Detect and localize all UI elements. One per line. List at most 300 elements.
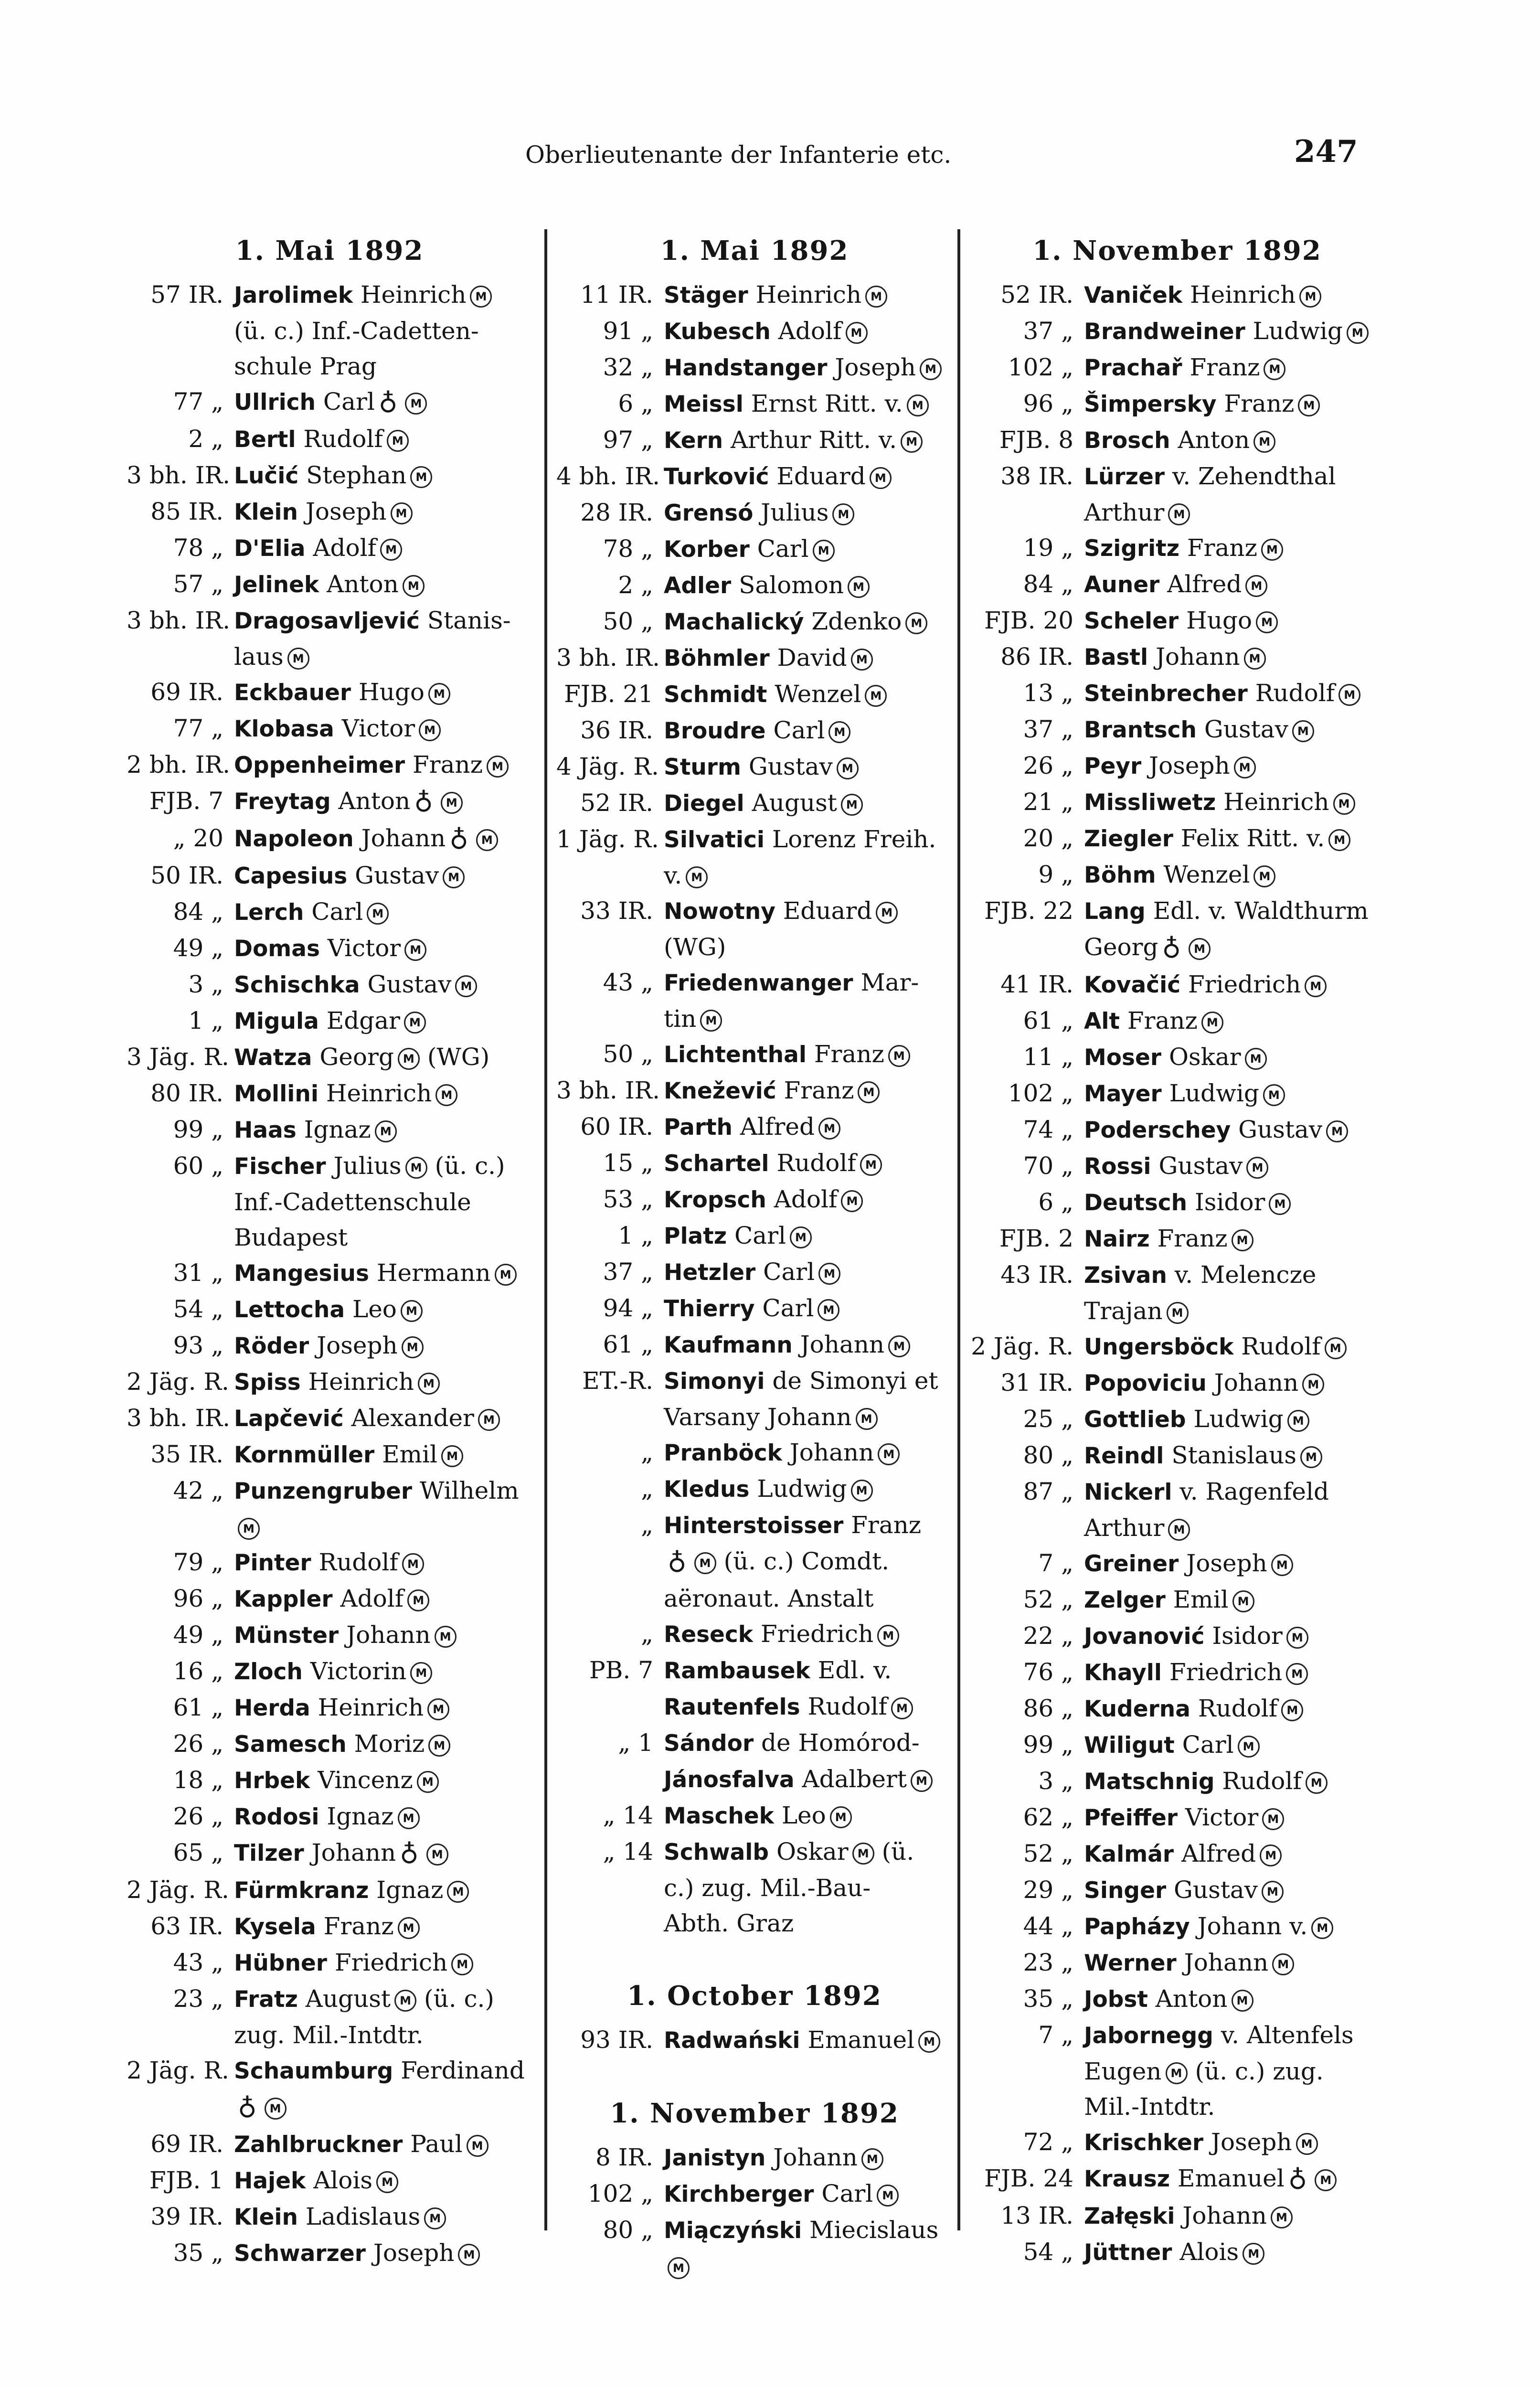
entry-line — [1084, 1981, 1387, 2017]
entry-rest: Joseph — [1149, 752, 1230, 779]
medal-m-icon: M — [1325, 1337, 1347, 1359]
entry-line — [664, 1689, 953, 1725]
surname: Thierry — [664, 1296, 755, 1322]
roster-entry — [967, 2124, 1387, 2161]
entry-text — [234, 711, 532, 747]
roster-entry — [967, 277, 1387, 313]
entry-text — [1084, 1438, 1387, 1474]
regiment-label: 2 „ — [188, 425, 223, 453]
roster-entry — [967, 458, 1387, 530]
entry-rest: Eugen — [1084, 2058, 1162, 2085]
entry-line — [664, 458, 953, 495]
regiment-label: 50 IR. — [150, 862, 223, 889]
roster-entry — [127, 1872, 532, 1908]
entry-line — [234, 1437, 532, 1473]
entry-line — [234, 1799, 532, 1835]
regiment-label: 53 „ — [603, 1185, 653, 1213]
roster-entry — [127, 603, 532, 674]
surname: Singer — [1084, 1877, 1167, 1904]
regiment-label: 102 „ — [1008, 1079, 1073, 1107]
regiment-label: 31 IR. — [1000, 1369, 1073, 1397]
entry-text — [1084, 1654, 1387, 1691]
entry-rest: Gustav — [1158, 1152, 1243, 1180]
surname: Schmidt — [664, 682, 767, 708]
surname: Auner — [1084, 572, 1160, 598]
entry-line — [664, 749, 953, 785]
entry-line — [1084, 712, 1387, 748]
medal-m-icon: M — [387, 430, 409, 452]
surname: Alt — [1084, 1008, 1120, 1034]
entry-line — [234, 349, 532, 384]
regiment-label: „ 14 — [603, 1802, 653, 1829]
medal-m-icon: M — [435, 1084, 457, 1106]
entry-rest: Trajan — [1084, 1297, 1163, 1325]
entry-line — [1084, 2198, 1387, 2234]
surname: Kledus — [664, 1476, 750, 1503]
entry-line — [1084, 1654, 1387, 1691]
entry-rest: Abth. Graz — [664, 1909, 794, 1937]
surname: Moser — [1084, 1045, 1162, 1071]
medal-m-icon: M — [1311, 1917, 1333, 1939]
regiment-label: 62 „ — [1023, 1803, 1073, 1831]
medal-m-icon: M — [447, 1881, 469, 1903]
entry-rest: zug. Mil.-Intdtr. — [234, 2021, 424, 2049]
entry-rest: Arthur — [1084, 1514, 1165, 1542]
regiment-label: 7 „ — [1038, 2021, 1073, 2049]
roster-entry — [556, 422, 953, 458]
entry-line — [664, 350, 953, 386]
surname: Jovanović — [1084, 1623, 1205, 1650]
entry-line — [234, 821, 532, 858]
medal-m-icon: M — [1315, 2169, 1337, 2191]
medal-m-icon: M — [427, 1698, 449, 1720]
entry-text — [1084, 1945, 1387, 1981]
entry-line — [664, 1471, 953, 1507]
regiment-label: FJB. 8 — [999, 426, 1073, 454]
entry-line — [664, 1652, 953, 1689]
entry-text — [1084, 1329, 1387, 1365]
roster-entry — [127, 1981, 532, 2053]
entry-text — [234, 1945, 532, 1981]
roster-entry — [127, 1328, 532, 1364]
regiment-label: 8 IR. — [595, 2143, 653, 2171]
decoration-cross-icon: ♁ — [668, 1548, 687, 1578]
column-divider — [544, 229, 547, 2230]
entry-text — [664, 785, 953, 821]
roster-entry — [556, 1507, 953, 1616]
regiment-label: 61 „ — [173, 1694, 223, 1721]
entry-text — [664, 567, 953, 604]
entry-rest: de Homórod- — [761, 1729, 920, 1757]
regiment-label: 70 „ — [1023, 1152, 1073, 1180]
regiment-label: 49 „ — [173, 1621, 223, 1649]
entry-line — [234, 1220, 532, 1255]
medal-m-icon: M — [376, 2171, 398, 2193]
surname: Pinter — [234, 1550, 311, 1576]
roster-entry — [967, 1438, 1387, 1474]
decoration-cross-icon: ♁ — [1288, 2165, 1307, 2195]
entry-text — [1084, 530, 1387, 566]
regiment-label: 26 „ — [173, 1802, 223, 1830]
entry-text — [234, 1076, 532, 1112]
surname: Werner — [1084, 1950, 1177, 1976]
regiment-label: 3 „ — [188, 970, 223, 998]
entry-rest: Gustav — [1174, 1876, 1258, 1904]
entry-text — [1084, 1908, 1387, 1945]
entry-line — [664, 1145, 953, 1182]
entry-rest: Carl — [762, 1294, 814, 1322]
entry-text — [664, 1327, 953, 1363]
regiment-label: 96 „ — [1023, 390, 1073, 417]
medal-m-icon: M — [1189, 938, 1211, 960]
roster-entry — [127, 821, 532, 858]
roster-entry — [556, 1725, 953, 1798]
surname: Haas — [234, 1117, 297, 1143]
surname: Klein — [234, 2204, 298, 2230]
entry-text — [664, 2022, 953, 2058]
header-title: Oberlieutenante der Infanterie etc. — [525, 141, 952, 169]
entry-line — [664, 929, 953, 965]
entry-text — [234, 494, 532, 530]
medal-m-icon: M — [818, 1299, 839, 1321]
surname: Dragosavljević — [234, 608, 420, 634]
roster-entry — [127, 1364, 532, 1400]
regiment-label: 2 bh. IR. — [127, 751, 230, 778]
medal-m-icon: M — [398, 1917, 420, 1939]
entry-rest: tin — [664, 1005, 697, 1033]
medal-m-icon: M — [877, 1625, 899, 1647]
entry-rest: Alfred — [740, 1113, 815, 1141]
entry-rest: Paul — [410, 2130, 463, 2158]
entry-line — [1084, 857, 1387, 893]
entry-line — [1084, 2234, 1387, 2271]
entry-line — [1084, 458, 1387, 495]
roster-entry — [127, 2235, 532, 2271]
entry-line — [664, 1363, 953, 1399]
regiment-label: 2 Jäg. R. — [971, 1333, 1073, 1360]
regiment-label: 78 „ — [173, 534, 223, 562]
entry-text — [234, 1003, 532, 1039]
entry-rest: August — [752, 789, 837, 817]
surname: Vaniček — [1084, 282, 1183, 309]
regiment-label: 3 bh. IR. — [556, 1077, 660, 1104]
entry-line — [234, 1945, 532, 1981]
surname: Krischker — [1084, 2130, 1204, 2156]
entry-line — [1084, 2124, 1387, 2161]
entry-line — [1084, 1872, 1387, 1908]
entry-text — [234, 967, 532, 1003]
entry-rest: Heinrich — [318, 1694, 424, 1721]
regiment-label: 4 Jäg. R. — [556, 753, 659, 780]
medal-m-icon: M — [417, 1771, 439, 1793]
entry-text — [234, 566, 532, 603]
medal-m-icon: M — [1253, 431, 1275, 453]
entry-line — [664, 1218, 953, 1254]
entry-line — [234, 894, 532, 930]
entry-text — [664, 1798, 953, 1834]
surname: Turković — [664, 464, 769, 490]
roster-entry — [967, 350, 1387, 386]
entry-text — [664, 1652, 953, 1725]
roster-entry — [127, 1835, 532, 1872]
medal-m-icon: M — [888, 1045, 910, 1067]
entry-line — [1084, 1763, 1387, 1800]
roster-entry — [556, 1616, 953, 1652]
entry-text — [1084, 1800, 1387, 1836]
surname: Freytag — [234, 789, 331, 815]
entry-rest: Anton — [1178, 426, 1250, 454]
surname: Simonyi — [664, 1368, 765, 1395]
entry-text — [664, 713, 953, 749]
entry-rest: Arthur — [1084, 499, 1165, 526]
surname: Knežević — [664, 1078, 776, 1104]
entry-line — [1084, 603, 1387, 639]
decoration-cross-icon: ♁ — [400, 1839, 419, 1869]
entry-text — [234, 1364, 532, 1400]
medal-m-icon: M — [1256, 611, 1278, 633]
entry-line — [234, 1291, 532, 1328]
roster-entry — [967, 675, 1387, 712]
roster-entry — [127, 2163, 532, 2199]
entry-rest: Georg — [1084, 933, 1158, 961]
surname: Peyr — [1084, 753, 1142, 779]
roster-entry — [556, 713, 953, 749]
entry-rest: Adalbert — [802, 1765, 907, 1793]
entry-line — [1084, 1800, 1387, 1836]
roster-entry — [967, 1003, 1387, 1039]
surname: Watza — [234, 1045, 312, 1071]
entry-line — [234, 2163, 532, 2199]
surname: Stäger — [664, 282, 748, 309]
medal-m-icon: M — [1232, 1229, 1253, 1251]
regiment-label: 52 IR. — [580, 789, 653, 817]
page-number: 247 — [1294, 134, 1358, 170]
surname: Böhm — [1084, 862, 1156, 888]
decoration-cross-icon: ♁ — [414, 788, 433, 818]
entry-line — [1084, 675, 1387, 712]
entry-line — [664, 1725, 953, 1761]
regiment-label: 26 „ — [173, 1730, 223, 1758]
entry-rest: Joseph — [317, 1332, 398, 1359]
surname: Korber — [664, 536, 750, 563]
surname: Ungersböck — [1084, 1334, 1234, 1360]
regiment-label: 76 „ — [1023, 1658, 1073, 1686]
roster-entry — [127, 1400, 532, 1437]
entry-rest: Franz — [1127, 1007, 1198, 1034]
surname: Kappler — [234, 1586, 333, 1612]
entry-line — [664, 676, 953, 713]
roster-entry — [127, 1473, 532, 1545]
roster-entry — [556, 893, 953, 965]
medal-m-icon: M — [478, 1409, 500, 1431]
regiment-label: 33 IR. — [580, 897, 653, 925]
entry-text — [234, 1726, 532, 1762]
surname: Migula — [234, 1008, 319, 1034]
roster-entry — [967, 1329, 1387, 1365]
regiment-label: 43 „ — [173, 1949, 223, 1976]
entry-rest: Alexander — [351, 1404, 474, 1432]
roster-entry — [967, 1474, 1387, 1546]
medal-m-icon: M — [876, 902, 898, 924]
entry-line — [234, 1039, 532, 1076]
medal-m-icon: M — [398, 1807, 420, 1829]
surname: Jarolimek — [234, 282, 353, 309]
entry-text — [234, 2053, 532, 2126]
entry-rest: Rudolf — [1241, 1333, 1321, 1360]
surname: Parth — [664, 1114, 733, 1141]
entry-text — [1084, 566, 1387, 603]
roster-entry — [556, 1109, 953, 1145]
medal-m-icon: M — [837, 757, 859, 779]
roster-entry — [127, 1908, 532, 1945]
entry-text — [234, 2235, 532, 2271]
medal-m-icon: M — [1347, 322, 1369, 344]
medal-m-icon: M — [1286, 1627, 1308, 1649]
entry-line — [1084, 1257, 1387, 1293]
entry-line — [234, 1908, 532, 1945]
surname: Klobasa — [234, 716, 334, 742]
roster-entry — [127, 494, 532, 530]
medal-m-icon: M — [1328, 829, 1350, 851]
entry-text — [664, 422, 953, 458]
roster-entry — [127, 930, 532, 967]
surname: Krausz — [1084, 2166, 1170, 2192]
regiment-label: FJB. 2 — [999, 1225, 1073, 1252]
entry-note: (WG) — [427, 1043, 490, 1071]
surname: Rodosi — [234, 1804, 319, 1830]
regiment-label: 80 IR. — [150, 1079, 223, 1107]
entry-line — [1084, 566, 1387, 603]
roster-entry — [967, 748, 1387, 784]
entry-line — [1084, 1076, 1387, 1112]
medal-m-icon: M — [1333, 793, 1355, 815]
medal-m-icon: M — [402, 1553, 424, 1575]
medal-m-icon: M — [813, 540, 835, 562]
decoration-cross-icon: ♁ — [238, 2093, 257, 2123]
entry-rest: (ü. c.) Inf.-Cadetten- — [234, 317, 479, 345]
entry-line — [1084, 2054, 1387, 2089]
medal-m-icon: M — [1281, 1699, 1303, 1721]
medal-m-icon: M — [828, 721, 850, 743]
entry-text — [1084, 1546, 1387, 1582]
entry-rest: Stanis- — [427, 607, 511, 634]
entry-text — [234, 1872, 532, 1908]
roster-entry — [967, 566, 1387, 603]
surname: Schwalb — [664, 1839, 769, 1866]
medal-m-icon: M — [1287, 1410, 1309, 1432]
entry-text — [234, 1799, 532, 1835]
entry-line — [234, 1255, 532, 1291]
entry-line — [664, 604, 953, 640]
entry-text — [1084, 1365, 1387, 1401]
entry-line — [234, 858, 532, 894]
regiment-label: 43 „ — [603, 969, 653, 996]
medal-m-icon: M — [410, 1662, 432, 1684]
entry-note: (ü. — [882, 1838, 914, 1866]
medal-m-icon: M — [1246, 1157, 1268, 1179]
surname: Mayer — [1084, 1081, 1162, 1107]
regiment-label: 1 „ — [188, 1007, 223, 1034]
entry-text — [664, 749, 953, 785]
entry-line — [664, 386, 953, 422]
entry-line — [1084, 386, 1387, 422]
surname: Jabornegg — [1084, 2023, 1213, 2049]
entry-rest: Rudolf — [303, 425, 383, 453]
entry-line — [664, 1254, 953, 1290]
entry-line — [234, 1872, 532, 1908]
medal-m-icon: M — [405, 393, 427, 415]
regiment-label: 11 IR. — [580, 281, 653, 309]
regiment-label: 52 „ — [1023, 1840, 1073, 1867]
entry-rest: Emanuel — [807, 2026, 915, 2054]
entry-line — [664, 2022, 953, 2058]
roster-entry — [967, 1836, 1387, 1872]
entry-rest: Carl — [734, 1222, 786, 1249]
roster-entry — [967, 1654, 1387, 1691]
entry-rest: (WG) — [664, 933, 726, 961]
regiment-label: 3 Jäg. R. — [127, 1043, 229, 1071]
decoration-cross-icon: ♁ — [1162, 934, 1181, 964]
regiment-label: 19 „ — [1023, 534, 1073, 562]
entry-rest: Alois — [1179, 2238, 1239, 2266]
medal-m-icon: M — [495, 1264, 517, 1286]
entry-text — [1084, 386, 1387, 422]
entry-rest: Alfred — [1181, 1840, 1256, 1867]
entry-text — [1084, 821, 1387, 857]
entry-text — [234, 1545, 532, 1581]
regiment-label: 77 „ — [173, 388, 223, 416]
entry-rest: Isidor — [1195, 1188, 1265, 1216]
surname: Janistyn — [664, 2145, 766, 2171]
entry-line — [234, 1328, 532, 1364]
regiment-label: 35 „ — [1023, 1985, 1073, 2013]
entry-line — [664, 495, 953, 531]
medal-m-icon: M — [394, 1990, 416, 2012]
medal-m-icon: M — [1168, 1519, 1190, 1541]
entry-rest: Carl — [323, 388, 375, 416]
regiment-label: ET.-R. — [582, 1367, 653, 1395]
roster-entry — [127, 1762, 532, 1799]
entry-rest: Friedrich — [1188, 970, 1301, 998]
regiment-label: 57 „ — [173, 570, 223, 598]
roster-entry — [556, 1798, 953, 1834]
entry-text — [664, 1218, 953, 1254]
entry-text — [234, 821, 532, 858]
medal-m-icon: M — [848, 576, 870, 598]
entry-text — [234, 1762, 532, 1799]
entry-rest: Johann — [1184, 1949, 1269, 1976]
regiment-label: FJB. 20 — [984, 607, 1073, 634]
medal-m-icon: M — [878, 1443, 900, 1465]
medal-m-icon: M — [1338, 684, 1360, 706]
entry-rest: Carl — [763, 1258, 815, 1286]
entry-rest: Emil — [382, 1440, 438, 1468]
entry-rest: c.) zug. Mil.-Bau- — [664, 1874, 871, 1902]
entry-line — [664, 2140, 953, 2176]
roster-entry — [127, 421, 532, 458]
roster-entry — [127, 1617, 532, 1653]
entry-line — [1084, 2089, 1387, 2124]
regiment-label: 13 „ — [1023, 679, 1073, 707]
entry-text — [1084, 1076, 1387, 1112]
roster-entry — [127, 2199, 532, 2235]
regiment-label: 86 IR. — [1000, 643, 1073, 671]
roster-entry — [127, 458, 532, 494]
entry-text — [1084, 967, 1387, 1003]
entry-text — [234, 894, 532, 930]
entry-line — [234, 1076, 532, 1112]
entry-line — [1084, 893, 1387, 929]
